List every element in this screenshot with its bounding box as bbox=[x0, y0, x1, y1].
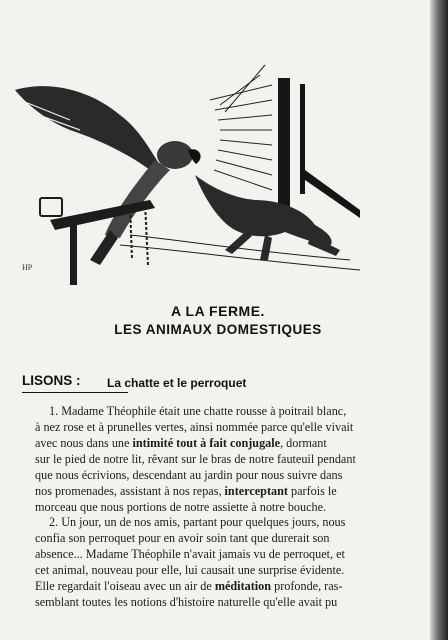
window-frame bbox=[278, 78, 360, 218]
text-line: cet animal, nouveau pour elle, lui causait une surprise évidente. bbox=[35, 563, 345, 577]
text-line: sur le pied de notre lit, rêvant sur le bras de notre fauteuil pendant bbox=[35, 452, 356, 466]
text-line: absence... Madame Théophile n'avait jamais vu de perroquet, et bbox=[35, 547, 345, 561]
illustrator-signature: HP bbox=[22, 263, 33, 272]
text-line: à nez rose et à prunelles vertes, ainsi nommée parce qu'elle vivait bbox=[35, 420, 354, 434]
chapter-title: A LA FERME. bbox=[171, 303, 265, 319]
text-line: Elle regardait l'oiseau avec un air de méditation profonde, ras- bbox=[35, 579, 343, 593]
paragraph-1 bbox=[35, 403, 413, 515]
parrot-and-cat-illustration-icon bbox=[10, 60, 370, 290]
parrot bbox=[15, 86, 201, 265]
text-line: semblant toutes les notions d'histoire naturelle qu'elle avait pu bbox=[35, 595, 338, 609]
book-binding-shadow bbox=[430, 0, 448, 640]
text-line: avec nous dans une intimité tout à fait conjugale, dormant bbox=[35, 436, 327, 450]
section-label-underline bbox=[22, 392, 128, 393]
lesson-title: La chatte et le perroquet bbox=[107, 376, 247, 390]
text-line: 2. Un jour, un de nos amis, partant pour quelques jours, nous bbox=[49, 515, 346, 529]
bold-term: méditation bbox=[214, 579, 272, 593]
text-line: nos promenades, assistant à nos repas, interceptant parfois le bbox=[35, 484, 337, 498]
text-line: 1. Madame Théophile était une chatte rousse à poitrail blanc, bbox=[49, 404, 347, 418]
perch bbox=[40, 198, 155, 285]
bold-term: intimité tout à fait conjugale bbox=[132, 436, 281, 450]
bold-term: interceptant bbox=[224, 484, 288, 498]
light-rays bbox=[210, 65, 272, 190]
section-label: LISONS : bbox=[22, 373, 81, 388]
text-line: morceau que nous portions de notre assiette à notre bouche. bbox=[35, 500, 327, 514]
chapter-subtitle: LES ANIMAUX DOMESTIQUES bbox=[114, 322, 322, 337]
text-line: confia son perroquet pour en avoir soin tant que durerait son bbox=[35, 531, 330, 545]
text-line: que nous écrivions, descendant au jardin pour nous suivre dans bbox=[35, 468, 343, 482]
paragraph-2 bbox=[35, 514, 413, 610]
